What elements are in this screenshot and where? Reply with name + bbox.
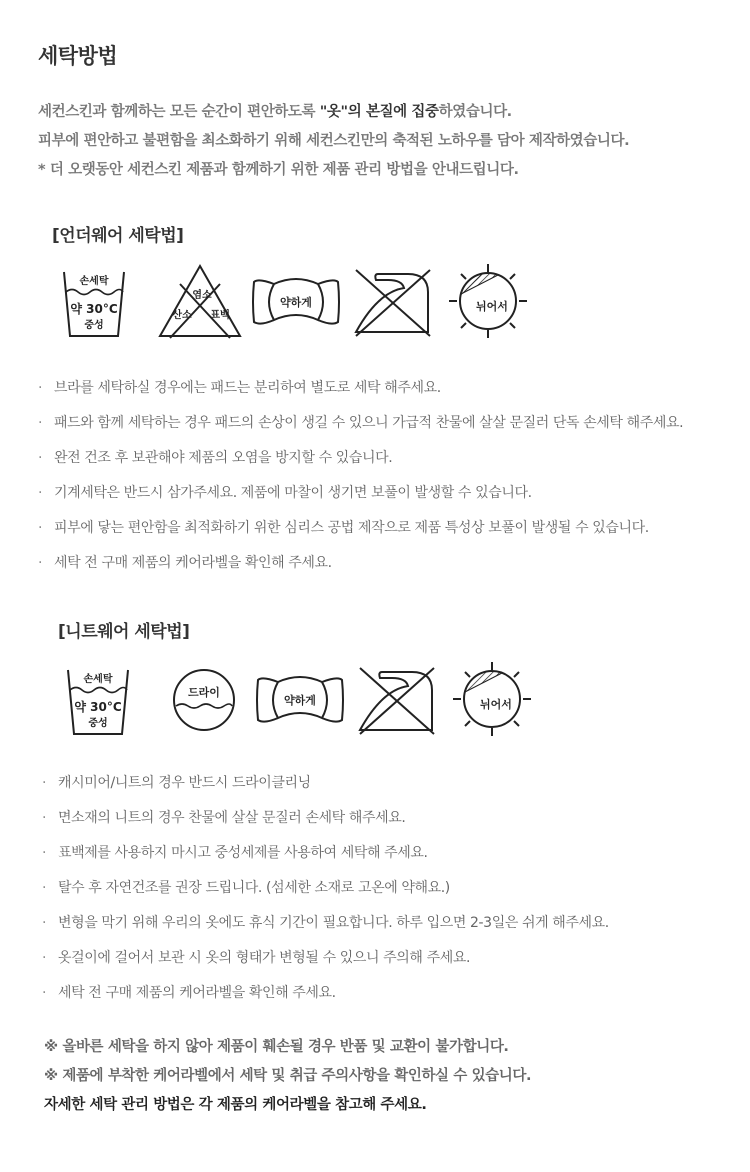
- knitwear-section-title: [니트웨어 세탁법]: [58, 622, 190, 642]
- hand-wash-detergent: 중성: [84, 320, 104, 331]
- bullet-dot: ·: [42, 775, 47, 791]
- dry-flat-label: 뉘어서: [480, 698, 512, 711]
- list-item: · 완전 건조 후 보관해야 제품의 오염을 방지할 수 있습니다.: [38, 446, 683, 481]
- intro-line-1-emphasis: "옷"의 본질에 집중: [319, 104, 439, 120]
- list-item: · 탈수 후 자연건조를 권장 드립니다. (섬세한 소재로 고온에 약해요.): [42, 876, 609, 911]
- hand-wash-label: 손세탁: [83, 674, 113, 685]
- bullet-dot: ·: [42, 880, 47, 896]
- underwear-care-list: [38, 376, 683, 586]
- list-item: · 세탁 전 구매 제품의 케어라벨을 확인해 주세요.: [38, 551, 683, 586]
- hand-wash-temp: 약 30°C: [74, 700, 122, 714]
- dry-flat-shade-icon: [444, 262, 532, 340]
- list-item: · 옷걸이에 걸어서 보관 시 옷의 형태가 변형될 수 있으니 주의해 주세요.: [42, 946, 609, 981]
- intro-text: [38, 98, 728, 185]
- underwear-care-icons: [60, 262, 540, 340]
- list-item: · 패드와 함께 세탁하는 경우 패드의 손상이 생길 수 있으니 가급적 찬물에 살살 문질러 단독 손세탁 해주세요.: [38, 411, 683, 446]
- hand-wash-temp: 약 30°C: [70, 302, 118, 316]
- wring-gently-label: 약하게: [280, 296, 312, 309]
- hand-wash-detergent: 중성: [88, 718, 108, 729]
- knitwear-care-list: [42, 771, 609, 1016]
- page-title: 세탁방법: [38, 44, 118, 68]
- dry-flat-label: 뉘어서: [476, 300, 508, 313]
- dry-flat-shade-icon: [448, 660, 536, 738]
- bullet-dot: ·: [38, 555, 43, 571]
- list-item: · 기계세탁은 반드시 삼가주세요. 제품에 마찰이 생기면 보풀이 발생할 수 있습니다.: [38, 481, 683, 516]
- bleach-bleach-label: 표백: [210, 310, 230, 321]
- intro-line-1-suffix: 하였습니다.: [438, 104, 512, 120]
- list-item: · 브라를 세탁하실 경우에는 패드는 분리하여 별도로 세탁 해주세요.: [38, 376, 683, 411]
- dry-clean-icon: [160, 660, 248, 738]
- bullet-dot: ·: [42, 950, 47, 966]
- bullet-dot: ·: [38, 520, 43, 536]
- note-line-3: 자세한 세탁 관리 방법은 각 제품의 케어라벨을 참고해 주세요.: [44, 1097, 427, 1113]
- bullet-dot: ·: [42, 915, 47, 931]
- wring-gently-label: 약하게: [284, 694, 316, 707]
- intro-line-1-prefix: 세컨스킨과 함께하는 모든 순간이 편안하도록: [38, 104, 320, 120]
- bleach-oxygen-label: 산소: [172, 310, 192, 321]
- intro-line-3: * 더 오랫동안 세컨스킨 제품과 함께하기 위한 제품 관리 방법을 안내드립니다.: [38, 162, 519, 178]
- list-item: · 캐시미어/니트의 경우 반드시 드라이클리닝: [42, 771, 609, 806]
- intro-line-2: 피부에 편안하고 불편함을 최소화하기 위해 세컨스킨만의 축적된 노하우를 담아 제작하였습니다.: [38, 133, 630, 149]
- bullet-dot: ·: [38, 415, 43, 431]
- list-item: · 표백제를 사용하지 마시고 중성세제를 사용하여 세탁해 주세요.: [42, 841, 609, 876]
- bullet-dot: ·: [42, 985, 47, 1001]
- note-line-2: ※ 제품에 부착한 케어라벨에서 세탁 및 취급 주의사항을 확인하실 수 있습니다.: [44, 1068, 532, 1084]
- note-line-1: ※ 올바른 세탁을 하지 않아 제품이 훼손될 경우 반품 및 교환이 불가합니다.: [44, 1039, 509, 1055]
- hand-wash-label: 손세탁: [79, 276, 109, 287]
- list-item: · 면소재의 니트의 경우 찬물에 살살 문질러 손세탁 해주세요.: [42, 806, 609, 841]
- list-item: · 피부에 닿는 편안함을 최적화하기 위한 심리스 공법 제작으로 제품 특성상 보풀이 발생될 수 있습니다.: [38, 516, 683, 551]
- no-bleach-icon: [156, 262, 244, 340]
- wring-gently-icon: [256, 660, 344, 738]
- bullet-dot: ·: [38, 380, 43, 396]
- bullet-dot: ·: [38, 450, 43, 466]
- dry-clean-label: 드라이: [188, 686, 220, 699]
- list-item: · 변형을 막기 위해 우리의 옷에도 휴식 기간이 필요합니다. 하루 입으면 2-3일은 쉬게 해주세요.: [42, 911, 609, 946]
- bullet-dot: ·: [38, 485, 43, 501]
- bleach-chlorine-label: 염소: [192, 290, 212, 301]
- hand-wash-icon: [64, 660, 152, 738]
- no-iron-icon: [352, 660, 440, 738]
- underwear-section-title: [언더웨어 세탁법]: [52, 226, 184, 246]
- wring-gently-icon: [252, 262, 340, 340]
- hand-wash-icon: [60, 262, 148, 340]
- no-iron-icon: [348, 262, 436, 340]
- footer-notes: [44, 1033, 531, 1120]
- knitwear-care-icons: [64, 660, 544, 738]
- intro-line-1: [38, 98, 728, 127]
- list-item: · 세탁 전 구매 제품의 케어라벨을 확인해 주세요.: [42, 981, 609, 1016]
- bullet-dot: ·: [42, 810, 47, 826]
- bullet-dot: ·: [42, 845, 47, 861]
